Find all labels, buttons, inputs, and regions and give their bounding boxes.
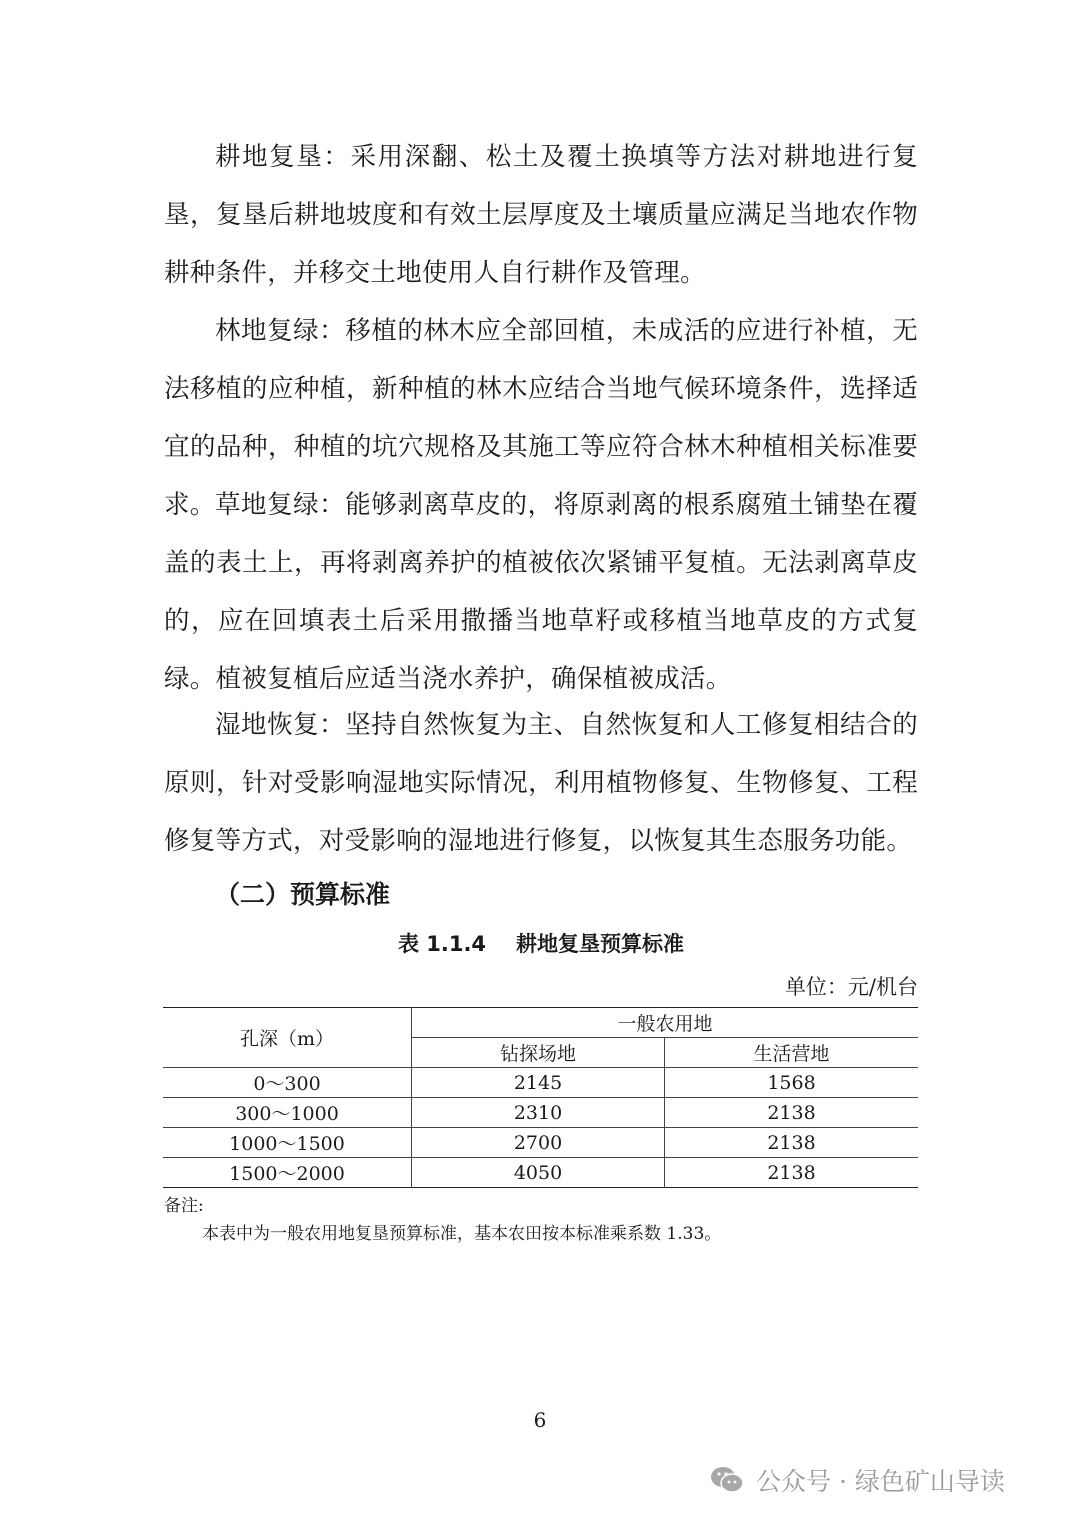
cell-camp: 1568 <box>665 1068 919 1098</box>
table-unit: 单位：元/机台 <box>784 975 918 999</box>
table-row <box>163 1128 918 1158</box>
section-heading: （二）预算标准 <box>215 880 391 909</box>
header-living-camp: 生活营地 <box>665 1038 919 1068</box>
cell-drilling: 4050 <box>412 1158 665 1188</box>
paragraph-grassland: 草地复绿：能够剥离草皮的，将原剥离的根系腐殖土铺垫在覆盖的表土上，再将剥离养护的植被依次紧铺平复植。无法剥离草皮的，应在回填表土后采用撒播当地草籽或移植当地草皮的方式复绿。植被复植后应适当浇水养护，确保植被成活。 <box>164 490 918 694</box>
header-hole-depth: 孔深（m） <box>163 1008 412 1068</box>
cell-depth: 300～1000 <box>163 1098 412 1128</box>
table-title-text: 耕地复垦预算标准 <box>516 932 685 956</box>
cell-drilling: 2310 <box>412 1098 665 1128</box>
paragraph-farmland: 耕地复垦：采用深翻、松土及覆土换填等方法对耕地进行复垦，复垦后耕地坡度和有效土层厚度及土壤质量应满足当地农作物耕种条件，并移交土地使用人自行耕作及管理。 <box>164 142 918 288</box>
cell-camp: 2138 <box>767 1161 816 1184</box>
wechat-icon <box>710 1465 744 1495</box>
paragraph-forest: 林地复绿：移植的林木应全部回植，未成活的应进行补植，无法移植的应种植，新种植的林木应结合当地气候环境条件，选择适宜的品种，种植的坑穴规格及其施工等应符合林木种植相关标准要求。 <box>164 316 918 520</box>
page-number: 6 <box>533 1408 547 1432</box>
header-drilling-site: 钻探场地 <box>412 1038 665 1068</box>
table-row <box>163 1098 918 1128</box>
cell-camp: 2138 <box>665 1128 919 1158</box>
table-title-number: 表 1.1.4 <box>397 932 487 956</box>
cell-drilling: 2145 <box>412 1068 665 1098</box>
notes-label: 备注: <box>164 1196 204 1216</box>
table-row <box>163 1158 918 1188</box>
table-header-row <box>163 1008 918 1038</box>
cell-camp: 2138 <box>665 1098 919 1128</box>
notes-text: 本表中为一般农用地复垦预算标准，基本农田按本标准乘系数 1.33。 <box>202 1224 722 1244</box>
watermark-text: 公众号 · 绿色矿山导读 <box>756 1467 1005 1496</box>
table-row <box>163 1068 918 1098</box>
watermark <box>710 1462 1005 1498</box>
budget-table <box>163 1007 918 1188</box>
paragraph-wetland: 湿地恢复：坚持自然恢复为主、自然恢复和人工修复相结合的原则，针对受影响湿地实际情况，利用植物修复、生物修复、工程修复等方式，对受影响的湿地进行修复，以恢复其生态服务功能。 <box>164 710 918 856</box>
cell-depth: 0～300 <box>163 1068 412 1098</box>
cell-depth: 1500～2000 <box>163 1158 412 1188</box>
cell-depth: 1000～1500 <box>163 1128 412 1158</box>
header-general-farmland: 一般农用地 <box>412 1008 919 1038</box>
table-title <box>164 924 918 964</box>
cell-drilling: 2700 <box>412 1128 665 1158</box>
